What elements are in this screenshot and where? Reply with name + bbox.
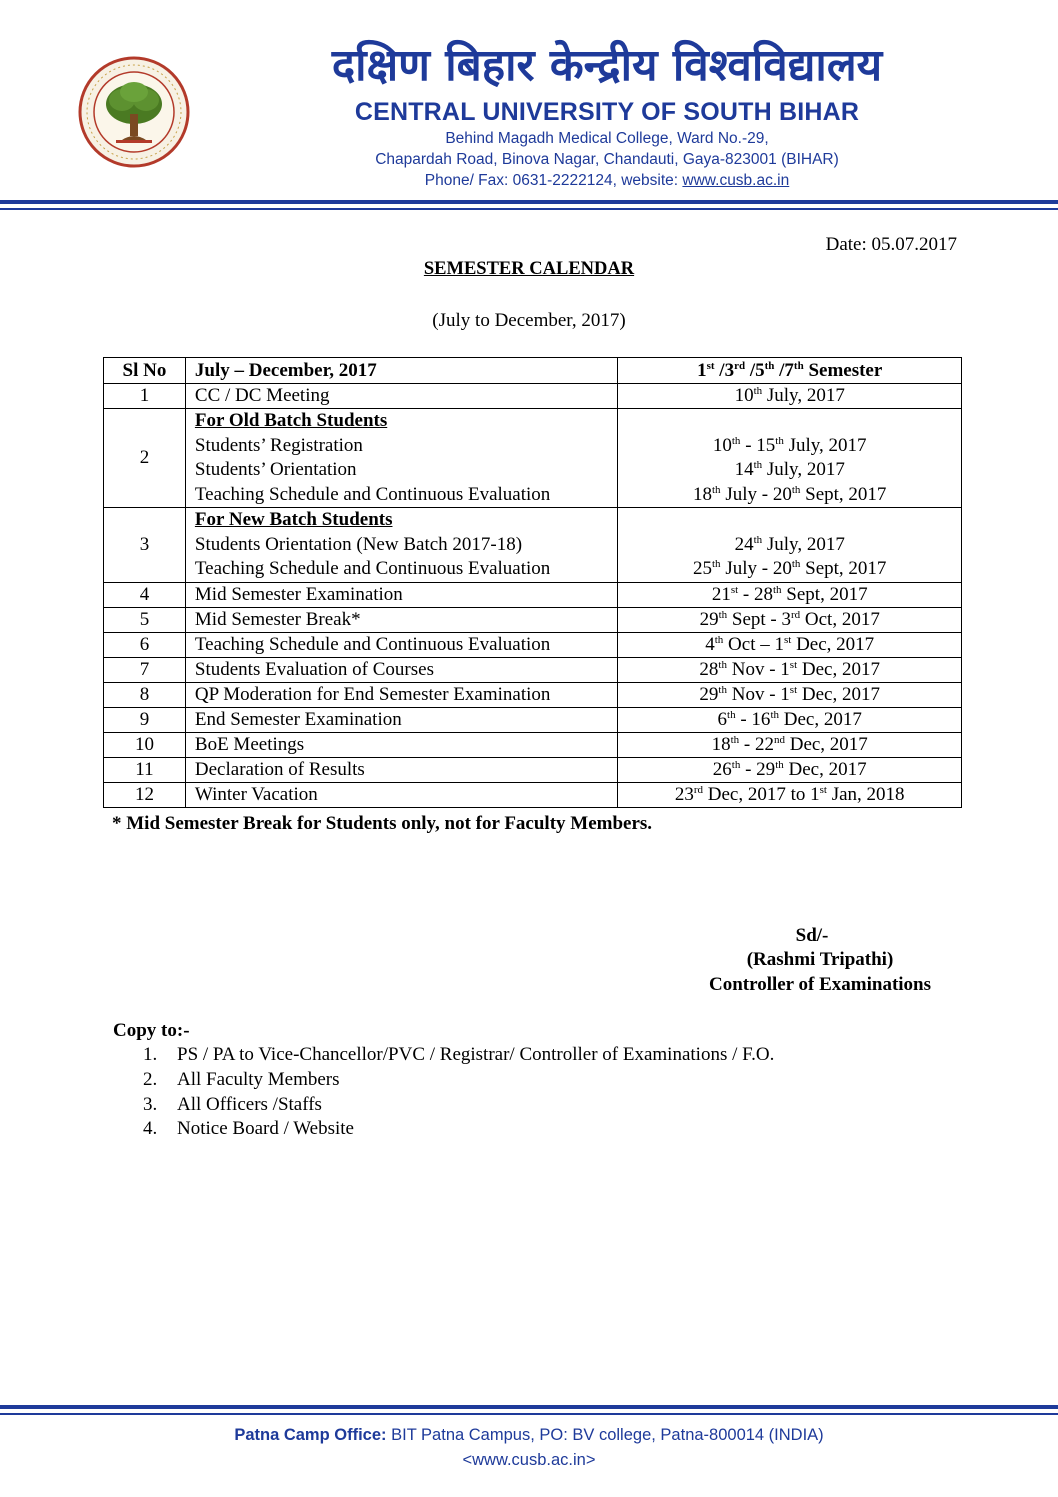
table-footnote: * Mid Semester Break for Students only, not for Faculty Members. bbox=[112, 813, 653, 834]
cell-date: 21st - 28th Sept, 2017 bbox=[618, 582, 962, 607]
cell-date: 28th Nov - 1st Dec, 2017 bbox=[618, 657, 962, 682]
cell-date: 4th Oct – 1st Dec, 2017 bbox=[618, 632, 962, 657]
contact-line bbox=[290, 171, 924, 191]
ordinal-suffix: th bbox=[727, 708, 736, 721]
header-sl-no: Sl No bbox=[104, 358, 186, 384]
ordinal-suffix: st bbox=[789, 658, 798, 671]
ordinal-suffix: th bbox=[712, 558, 721, 570]
cell-date: 26th - 29th Dec, 2017 bbox=[618, 757, 962, 782]
copy-to-item bbox=[143, 1117, 774, 1142]
copy-to-label: Copy to:- bbox=[113, 1020, 190, 1041]
batch-heading: For New Batch Students bbox=[194, 509, 393, 530]
table-row bbox=[104, 582, 962, 607]
cell-activity bbox=[185, 409, 618, 508]
cell-date: 29th Nov - 1st Dec, 2017 bbox=[618, 682, 962, 707]
cell-activity: BoE Meetings bbox=[185, 732, 618, 757]
table-header-row bbox=[104, 358, 962, 384]
table-row bbox=[104, 707, 962, 732]
cell-date: 23rd Dec, 2017 to 1st Jan, 2018 bbox=[618, 782, 962, 807]
cell-sl-no: 8 bbox=[104, 682, 186, 707]
ordinal-suffix: th bbox=[718, 658, 727, 671]
ordinal-suffix: th bbox=[753, 533, 763, 546]
ordinal-suffix: th bbox=[731, 758, 741, 771]
cell-sl-no: 7 bbox=[104, 657, 186, 682]
cell-activity: Declaration of Results bbox=[185, 757, 618, 782]
table-row bbox=[104, 384, 962, 409]
table-row bbox=[104, 782, 962, 807]
cell-sl-no: 11 bbox=[104, 757, 186, 782]
ordinal-suffix: th bbox=[718, 683, 727, 696]
cell-date bbox=[618, 508, 962, 583]
document-period: (July to December, 2017) bbox=[432, 310, 626, 331]
activity-line: Students’ Orientation bbox=[194, 459, 357, 480]
signatory-name: (Rashmi Tripathi) bbox=[746, 949, 894, 970]
ordinal-suffix: th bbox=[753, 385, 763, 397]
ordinal-suffix: th bbox=[770, 708, 779, 721]
batch-heading: For Old Batch Students bbox=[194, 410, 388, 431]
university-name-hindi: दक्षिण बिहार केन्द्रीय विश्वविद्यालय bbox=[331, 40, 883, 91]
header-rule-thin bbox=[0, 208, 1058, 210]
cell-date bbox=[618, 409, 962, 508]
website-link[interactable]: www.cusb.ac.in bbox=[682, 172, 790, 189]
contact-text: Phone/ Fax: 0631-2222124, website: bbox=[424, 172, 683, 189]
copy-to-number: 3. bbox=[143, 1093, 158, 1115]
copy-to-item bbox=[143, 1043, 774, 1068]
ordinal-suffix: rd bbox=[693, 783, 704, 796]
date-line: 18th July - 20th Sept, 2017 bbox=[693, 483, 887, 505]
date-line: 24th July, 2017 bbox=[734, 533, 845, 555]
cell-activity: Students Evaluation of Courses bbox=[185, 657, 618, 682]
cell-sl-no: 12 bbox=[104, 782, 186, 807]
ordinal-suffix: st bbox=[789, 683, 798, 696]
cell-activity: Winter Vacation bbox=[185, 782, 618, 807]
cell-activity: CC / DC Meeting bbox=[185, 384, 618, 409]
table-row bbox=[104, 508, 962, 583]
cell-activity: Mid Semester Examination bbox=[185, 582, 618, 607]
footer-website[interactable]: <www.cusb.ac.in> bbox=[462, 1451, 596, 1469]
ordinal-suffix: st bbox=[730, 583, 739, 596]
cell-date: 10th July, 2017 bbox=[618, 384, 962, 409]
document-date: Date: 05.07.2017 bbox=[825, 234, 957, 255]
ordinal-suffix: th bbox=[791, 558, 801, 570]
ordinal-suffix: th bbox=[775, 434, 784, 447]
table-row bbox=[104, 757, 962, 782]
table-row bbox=[104, 657, 962, 682]
table-row bbox=[104, 682, 962, 707]
cell-sl-no: 6 bbox=[104, 632, 186, 657]
footer-office-label: Patna Camp Office: bbox=[234, 1426, 387, 1444]
date-line: 14th July, 2017 bbox=[734, 459, 845, 480]
activity-line: Students Orientation (New Batch 2017-18) bbox=[194, 533, 523, 555]
copy-to-text: All Officers /Staffs bbox=[177, 1093, 322, 1115]
ordinal-suffix: th bbox=[764, 359, 775, 372]
activity-line: Teaching Schedule and Continuous Evaluation bbox=[194, 558, 551, 579]
copy-to-text: All Faculty Members bbox=[177, 1068, 340, 1090]
table-row bbox=[104, 732, 962, 757]
cell-date: 6th - 16th Dec, 2017 bbox=[618, 707, 962, 732]
document-title-text: SEMESTER CALENDAR bbox=[423, 259, 635, 279]
table-row bbox=[104, 607, 962, 632]
cell-date: 29th Sept - 3rd Oct, 2017 bbox=[618, 607, 962, 632]
ordinal-suffix: th bbox=[772, 583, 782, 596]
signatory-designation: Controller of Examinations bbox=[708, 974, 932, 995]
copy-to-number: 2. bbox=[143, 1068, 158, 1090]
cell-sl-no: 4 bbox=[104, 582, 186, 607]
ordinal-suffix: th bbox=[712, 483, 721, 496]
university-name-english: CENTRAL UNIVERSITY OF SOUTH BIHAR bbox=[354, 98, 860, 126]
ordinal-suffix: th bbox=[753, 459, 763, 471]
ordinal-suffix: th bbox=[731, 434, 741, 447]
cell-activity bbox=[185, 508, 618, 583]
address-line-1: Behind Magadh Medical College, Ward No.-29, bbox=[445, 130, 769, 147]
date-line: 10th - 15th July, 2017 bbox=[712, 434, 867, 456]
ordinal-suffix: th bbox=[714, 633, 724, 646]
copy-to-item bbox=[143, 1093, 774, 1118]
header-activity: July – December, 2017 bbox=[185, 358, 618, 384]
cell-sl-no: 9 bbox=[104, 707, 186, 732]
cell-activity: QP Moderation for End Semester Examination bbox=[185, 682, 618, 707]
table-row bbox=[104, 409, 962, 508]
cell-sl-no: 1 bbox=[104, 384, 186, 409]
copy-to-text: PS / PA to Vice-Chancellor/PVC / Registrar/ Controller of Examinations / F.O. bbox=[177, 1044, 775, 1065]
header-rule bbox=[0, 200, 1058, 204]
date-line: 25th July - 20th Sept, 2017 bbox=[693, 558, 887, 579]
ordinal-suffix: nd bbox=[773, 733, 785, 746]
ordinal-suffix: th bbox=[730, 733, 740, 746]
ordinal-suffix: th bbox=[791, 483, 801, 496]
table-row bbox=[104, 632, 962, 657]
cell-sl-no: 3 bbox=[104, 508, 186, 583]
cell-sl-no: 5 bbox=[104, 607, 186, 632]
university-logo bbox=[78, 56, 190, 168]
ordinal-suffix: rd bbox=[790, 608, 801, 621]
ordinal-suffix: th bbox=[793, 359, 804, 372]
activity-line: Teaching Schedule and Continuous Evaluation bbox=[194, 483, 551, 505]
cell-activity: Teaching Schedule and Continuous Evaluation bbox=[185, 632, 618, 657]
ordinal-suffix: rd bbox=[734, 359, 746, 372]
footer-office bbox=[0, 1426, 1058, 1445]
cell-sl-no: 2 bbox=[104, 409, 186, 508]
copy-to-list bbox=[143, 1043, 774, 1142]
cell-activity: End Semester Examination bbox=[185, 707, 618, 732]
cell-sl-no: 10 bbox=[104, 732, 186, 757]
ordinal-suffix: st bbox=[819, 783, 827, 796]
copy-to-number: 4. bbox=[143, 1118, 158, 1140]
footer-rule bbox=[0, 1405, 1058, 1409]
copy-to-item bbox=[143, 1068, 774, 1093]
ordinal-suffix: th bbox=[775, 758, 784, 771]
ordinal-suffix: st bbox=[783, 633, 792, 646]
semester-calendar-table bbox=[103, 357, 962, 808]
document-title bbox=[0, 259, 1058, 280]
footer-rule-thin bbox=[0, 1413, 1058, 1415]
address-line-2: Chapardah Road, Binova Nagar, Chandauti, Gaya-823001 (BIHAR) bbox=[375, 151, 839, 168]
signature-sd: Sd/- bbox=[795, 925, 829, 946]
copy-to-number: 1. bbox=[143, 1044, 158, 1065]
ordinal-suffix: st bbox=[706, 359, 715, 372]
cell-activity: Mid Semester Break* bbox=[185, 607, 618, 632]
cell-date: 18th - 22nd Dec, 2017 bbox=[618, 732, 962, 757]
footer-office-address: BIT Patna Campus, PO: BV college, Patna-800014 (INDIA) bbox=[386, 1426, 824, 1444]
copy-to-text: Notice Board / Website bbox=[177, 1118, 354, 1140]
header-semester: 1st /3rd /5th /7th Semester bbox=[618, 358, 962, 384]
ordinal-suffix: th bbox=[718, 608, 728, 621]
activity-line: Students’ Registration bbox=[194, 434, 363, 456]
